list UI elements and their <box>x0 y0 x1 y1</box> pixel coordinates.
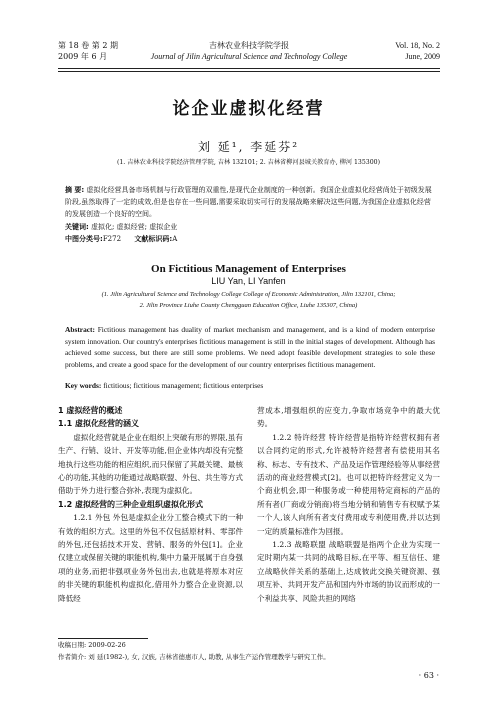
doc-code-value: A <box>172 235 178 243</box>
english-abstract-text: Fictitious management has duality of market mechanism and management, and is a kind of modern enterprise system innovation. Our country's enterprises fictitious management is still in the initial stages of development. Although has achieved some success, but there are still some problems. We need adopt feasible development strategies to sole these problems, and create a good space for the development of our country enterprises fictitious management. <box>65 325 435 369</box>
section-heading-1: 1 虚拟经营的概述 <box>58 406 123 415</box>
english-abstract-label: Abstract: <box>65 325 95 334</box>
footnote-rule <box>58 638 148 639</box>
english-authors: LIU Yan, LI Yanfen <box>211 276 286 286</box>
english-keywords <box>65 381 435 390</box>
paragraph: 1.2.2 特许经营 特许经营是指特许经营权拥有者以合同约定的形式,允许被特许经营者有偿使用其名称、标志、专有技术、产品及运作管理经验等从事经营活动的商业经营模式[2]。也可以把特许经营定义为一个商业机会,即一种服务或一种使用特定商标的产品的所有者(厂商或分销商)将当地分销和销售专有权赋予某一个人,该人向所有者支付费用或专利使用费,并以达到一定的质量标准作为回报。 <box>257 432 440 536</box>
section-heading-1-2: 1.2 虚拟经营的三种企业组织虚拟化形式 <box>58 499 203 509</box>
issue-date-en: June, 2009 <box>405 52 440 61</box>
english-keywords-text: fictitious; fictitious management; fictitious enterprises <box>103 381 264 390</box>
abstract-label: 摘 要: <box>65 186 85 194</box>
paper-title: 论企业虚拟化经营 <box>172 99 325 119</box>
paragraph: 1.2.1 外包 外包是虚拟企业分工整合模式下的一种有效的组织方式。这里的外包不仅包括原材料、零部件的外包,还包括技术开发、营销、服务的外包[1]。企业仅建立或保留关键的职能机构,集中力量开展属于自身强项的业务,而把非强项业务外包出去,也就是将原本对应的非关键的职能机构虚拟化,借用外力整合企业资源,以降低经 <box>58 513 243 603</box>
volume-info-en <box>395 40 440 62</box>
keywords-cn <box>65 221 435 233</box>
doc-code-label: 文献标识码: <box>134 235 173 243</box>
paragraph: 1.2.3 战略联盟 战略联盟是指两个企业为实现一定时期内某一共同的战略目标,在平等、相互信任、建立战略伙伴关系的基础上,达成彼此交换关键资源、强项互补、共同开发产品和国内外市场的协议而形成的一个利益共享、风险共担的网络 <box>257 540 440 603</box>
journal-name-en: Journal of Jilin Agricultural Science and Technology College <box>150 52 348 61</box>
english-title: On Fictitious Management of Enterprises <box>151 263 346 275</box>
body-column-left <box>58 404 243 605</box>
received-date: 收稿日期: 2009-02-26 <box>58 641 126 649</box>
header-rule-thin <box>58 71 440 72</box>
paper-authors: 刘 延¹, 李延芬² <box>197 140 300 154</box>
journal-name-cn: 吉林农业科技学院学报 <box>209 41 289 50</box>
issue-date: 2009 年 6 月 <box>58 52 108 61</box>
english-abstract <box>65 324 435 370</box>
class-value: F272 <box>102 235 122 243</box>
volume-issue-en: Vol. 18, No. 2 <box>395 41 440 50</box>
journal-name <box>58 40 440 62</box>
header-rule <box>58 68 440 69</box>
section-heading-1-1: 1.1 虚拟化经营的涵义 <box>58 419 139 429</box>
english-keywords-label: Key words: <box>65 381 102 390</box>
classification-line <box>65 233 435 245</box>
class-label: 中图分类号: <box>65 235 103 243</box>
paragraph: 营成本,增强组织的应变力,争取市场竞争中的最大优势。 <box>257 406 440 429</box>
paragraph: 虚拟化经营就是企业在组织上突破有形的界限,虽有生产、行销、设计、开发等功能,但企业体内却没有完整地执行这些功能的相应组织,而只保留了其最关键、最核心的功能,其他的功能通过战略联盟、外包、共生等方式借助于外力进行整合弥补,表现为虚拟化。 <box>58 432 243 496</box>
volume-issue: 第 18 卷 第 2 期 <box>58 41 118 50</box>
author-bio: 作者简介: 刘 延(1982-), 女, 汉族, 吉林省德惠市人, 助教, 从事生产运作管理教学与研究工作。 <box>58 653 330 661</box>
author-affiliation: (1. 吉林农业科技学院经济管理学院, 吉林 132101; 2. 吉林省柳河县城关教育办, 柳河 135300) <box>116 159 381 166</box>
abstract-cn <box>65 184 435 220</box>
abstract-text: 虚拟化经营具备市场机制与行政管理的双重性,是现代企业制度的一种创新。我国企业虚拟化经营尚处于初级发展阶段,虽然取得了一定的成效,但是也存在一些问题,需要采取切实可行的发展战略来解决这些问题,为我国企业虚拟化经营的发展创造一个良好的空间。 <box>65 186 432 218</box>
page-number: · 63 · <box>418 671 439 680</box>
english-affiliation-1: (1. Jilin Agricultural Science and Technology College College of Economic Administration, Jilin 132101, China; <box>101 291 396 298</box>
keywords-text: 虚拟化; 虚拟经营; 虚拟企业 <box>91 223 178 231</box>
english-affiliation-2: 2. Jilin Province Liuhe County Chengguan Education Office, Liuhe 135307, China) <box>139 302 358 309</box>
body-column-right <box>257 404 440 605</box>
keywords-label: 关键词: <box>65 223 89 231</box>
